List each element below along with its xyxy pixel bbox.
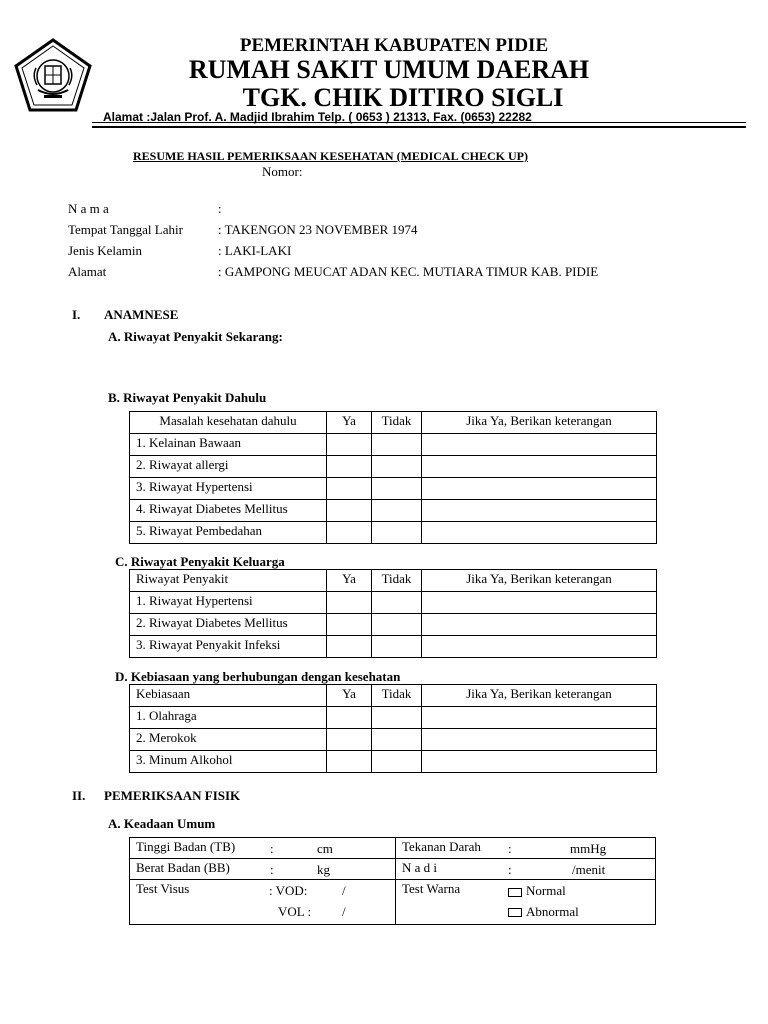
table-row — [130, 901, 656, 925]
table-header-row — [130, 570, 657, 592]
ya-cell[interactable] — [327, 500, 372, 522]
keterangan-cell[interactable] — [422, 478, 657, 500]
identity-label-address: Alamat — [68, 264, 107, 279]
table-row — [130, 478, 657, 500]
table-row — [130, 707, 657, 729]
normal-option[interactable] — [508, 882, 566, 899]
visus-vod-cell[interactable] — [130, 880, 396, 901]
ya-cell[interactable] — [327, 592, 372, 614]
abnormal-label: Abnormal — [526, 903, 579, 919]
abnormal-checkbox-icon[interactable] — [508, 908, 522, 917]
keterangan-cell[interactable] — [422, 707, 657, 729]
identity-label-birth: Tempat Tanggal Lahir — [68, 222, 183, 237]
ya-cell[interactable] — [327, 636, 372, 658]
row-label: 2. Riwayat allergi — [130, 456, 327, 478]
row-label: 2. Riwayat Diabetes Mellitus — [130, 614, 327, 636]
ya-cell[interactable] — [327, 707, 372, 729]
ya-cell[interactable] — [327, 478, 372, 500]
row-label: 3. Minum Alkohol — [130, 751, 327, 773]
ya-cell[interactable] — [327, 729, 372, 751]
pulse-unit: /menit — [572, 862, 606, 877]
table-row — [130, 522, 657, 544]
habits-table — [129, 684, 657, 773]
row-label: 1. Riwayat Hypertensi — [130, 592, 327, 614]
table-row — [130, 751, 657, 773]
header-hospital-name: TGK. CHIK DITIRO SIGLI — [242, 83, 564, 112]
height-colon: : — [270, 841, 274, 856]
color-test-abnormal-cell[interactable] — [396, 901, 656, 925]
pulse-cell[interactable] — [396, 859, 656, 880]
table-row — [130, 859, 656, 880]
weight-unit: kg — [317, 862, 330, 877]
section-number: II. — [72, 788, 86, 803]
weight-cell[interactable] — [130, 859, 396, 880]
height-unit: cm — [317, 841, 333, 856]
pulse-label: N a d i — [402, 860, 438, 875]
section-number: I. — [72, 307, 81, 322]
table-header-row — [130, 412, 657, 434]
past-history-table — [129, 411, 657, 544]
vod-label: : VOD: — [269, 883, 308, 898]
table-row — [130, 880, 656, 901]
column-header: Ya — [327, 570, 372, 592]
table-row — [130, 614, 657, 636]
subsection-habits: D. Kebiasaan yang berhubungan dengan kesehatan — [115, 669, 401, 684]
tidak-cell[interactable] — [372, 729, 422, 751]
row-label: 4. Riwayat Diabetes Mellitus — [130, 500, 327, 522]
identity-value-name: : — [218, 201, 222, 216]
visus-label: Test Visus — [136, 881, 190, 896]
section-title: ANAMNESE — [104, 307, 179, 322]
column-header: Jika Ya, Berikan keterangan — [422, 412, 657, 434]
weight-colon: : — [270, 862, 274, 877]
vod-slash: / — [342, 883, 346, 898]
column-header: Tidak — [372, 570, 422, 592]
subsection-family-history: C. Riwayat Penyakit Keluarga — [115, 554, 285, 569]
table-row — [130, 592, 657, 614]
row-label: 5. Riwayat Pembedahan — [130, 522, 327, 544]
color-test-label: Test Warna — [402, 881, 461, 896]
general-condition-table — [129, 837, 656, 925]
tidak-cell[interactable] — [372, 522, 422, 544]
row-label: 3. Riwayat Hypertensi — [130, 478, 327, 500]
keterangan-cell[interactable] — [422, 636, 657, 658]
ya-cell[interactable] — [327, 456, 372, 478]
table-row — [130, 729, 657, 751]
ya-cell[interactable] — [327, 751, 372, 773]
column-header: Riwayat Penyakit — [130, 570, 327, 592]
height-label: Tinggi Badan (TB) — [136, 839, 236, 854]
header-government: PEMERINTAH KABUPATEN PIDIE — [239, 35, 549, 56]
color-test-normal-cell[interactable] — [396, 880, 656, 901]
header-hospital-type: RUMAH SAKIT UMUM DAERAH — [188, 55, 590, 84]
row-label: 2. Merokok — [130, 729, 327, 751]
subsection-general-condition: A. Keadaan Umum — [108, 816, 216, 831]
tidak-cell[interactable] — [372, 456, 422, 478]
height-cell[interactable] — [130, 838, 396, 859]
ya-cell[interactable] — [327, 614, 372, 636]
column-header: Jika Ya, Berikan keterangan — [422, 685, 657, 707]
keterangan-cell[interactable] — [422, 729, 657, 751]
identity-label-gender: Jenis Kelamin — [68, 243, 143, 258]
section-anamnese-heading — [72, 307, 178, 323]
keterangan-cell[interactable] — [422, 592, 657, 614]
tidak-cell[interactable] — [372, 500, 422, 522]
row-label: 1. Olahraga — [130, 707, 327, 729]
tidak-cell[interactable] — [372, 636, 422, 658]
tidak-cell[interactable] — [372, 707, 422, 729]
tidak-cell[interactable] — [372, 592, 422, 614]
abnormal-option[interactable] — [508, 903, 579, 920]
tidak-cell[interactable] — [372, 614, 422, 636]
identity-value-address: : GAMPONG MEUCAT ADAN KEC. MUTIARA TIMUR KAB. PIDIE — [218, 264, 599, 279]
column-header: Tidak — [372, 412, 422, 434]
table-row — [130, 456, 657, 478]
subsection-current-history: A. Riwayat Penyakit Sekarang: — [108, 329, 283, 344]
document-number-label: Nomor: — [262, 164, 303, 179]
ya-cell[interactable] — [327, 522, 372, 544]
section-title: PEMERIKSAAN FISIK — [104, 788, 241, 803]
column-header: Ya — [327, 412, 372, 434]
keterangan-cell[interactable] — [422, 751, 657, 773]
row-label: 1. Kelainan Bawaan — [130, 434, 327, 456]
keterangan-cell[interactable] — [422, 456, 657, 478]
weight-label: Berat Badan (BB) — [136, 860, 230, 875]
normal-label: Normal — [526, 883, 566, 898]
identity-value-gender: : LAKI-LAKI — [218, 243, 292, 258]
blood-pressure-unit: mmHg — [570, 841, 607, 856]
table-row — [130, 434, 657, 456]
table-row — [130, 500, 657, 522]
column-header: Jika Ya, Berikan keterangan — [422, 570, 657, 592]
blood-pressure-label: Tekanan Darah — [402, 839, 481, 854]
keterangan-cell[interactable] — [422, 614, 657, 636]
column-header: Ya — [327, 685, 372, 707]
table-header-row — [130, 685, 657, 707]
header-rule-thin — [92, 122, 746, 123]
keterangan-cell[interactable] — [422, 434, 657, 456]
vol-slash: / — [342, 903, 346, 919]
keterangan-cell[interactable] — [422, 522, 657, 544]
document-title: RESUME HASIL PEMERIKSAAN KESEHATAN (MEDICAL CHECK UP) — [133, 149, 528, 163]
ya-cell[interactable] — [327, 434, 372, 456]
table-row — [130, 838, 656, 859]
pulse-colon: : — [508, 862, 512, 877]
tidak-cell[interactable] — [372, 434, 422, 456]
header-rule-thick — [92, 126, 746, 128]
table-row — [130, 636, 657, 658]
column-header: Kebiasaan — [130, 685, 327, 707]
tidak-cell[interactable] — [372, 478, 422, 500]
keterangan-cell[interactable] — [422, 500, 657, 522]
tidak-cell[interactable] — [372, 751, 422, 773]
visus-vol-cell[interactable] — [130, 901, 396, 925]
subsection-past-history: B. Riwayat Penyakit Dahulu — [108, 390, 267, 405]
column-header: Masalah kesehatan dahulu — [130, 412, 327, 434]
family-history-table — [129, 569, 657, 658]
identity-label-name: N a m a — [68, 201, 109, 216]
section-physical-exam-heading — [72, 788, 240, 804]
vol-label: VOL : — [278, 903, 312, 919]
identity-value-birth: : TAKENGON 23 NOVEMBER 1974 — [218, 222, 418, 237]
column-header: Tidak — [372, 685, 422, 707]
header-address: Alamat :Jalan Prof. A. Madjid Ibrahim Telp. ( 0653 ) 21313, Fax. (0653) 22282 — [103, 110, 532, 124]
blood-pressure-colon: : — [508, 841, 512, 856]
normal-checkbox-icon[interactable] — [508, 888, 522, 897]
row-label: 3. Riwayat Penyakit Infeksi — [130, 636, 327, 658]
blood-pressure-cell[interactable] — [396, 838, 656, 859]
